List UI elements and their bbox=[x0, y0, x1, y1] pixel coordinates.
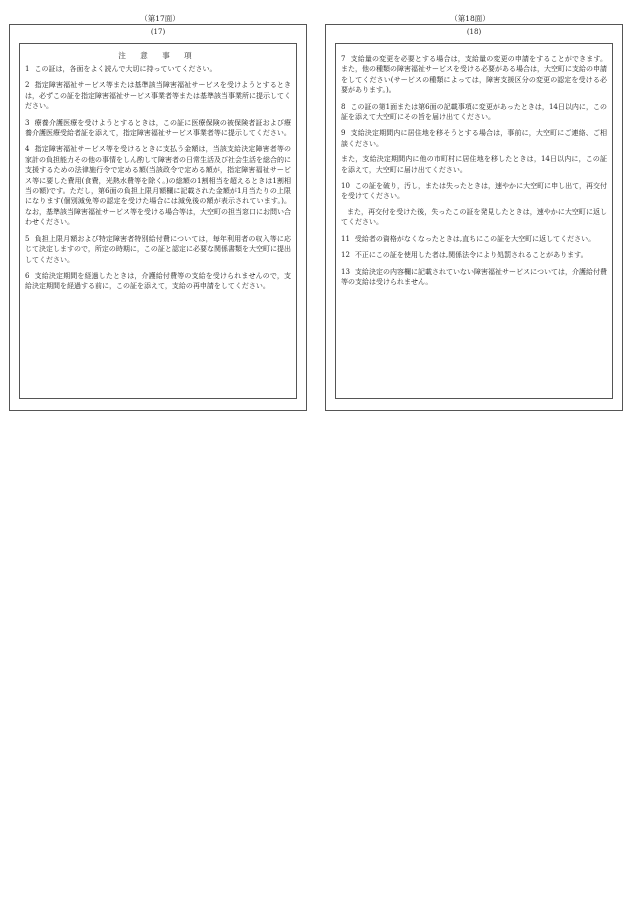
sheet-label-18: （第18面） bbox=[450, 14, 490, 23]
card-face-18 bbox=[325, 24, 623, 411]
note-item-10: 10 この証を破り，汚し，または失ったときは，速やかに大空町に申し出て，再交付を受けてください。 bbox=[341, 182, 607, 201]
note-item-10-continued: また，再交付を受けた後，失ったこの証を発見したときは，速やかに大空町に返してください。 bbox=[341, 207, 607, 227]
card-number-18: (18) bbox=[466, 28, 482, 36]
note-item-12: 12 不正にこの証を使用した者は,関係法令により処罰されることがあります。 bbox=[341, 251, 588, 260]
note-item-1: 1 この証は，各面をよく読んで大切に持っていてください。 bbox=[25, 65, 217, 73]
notes-list-17 bbox=[20, 64, 296, 292]
card-face-17 bbox=[9, 24, 307, 411]
notes-frame-17 bbox=[19, 43, 297, 399]
card-number-17: (17) bbox=[150, 28, 166, 36]
note-item-4: 4 指定障害福祉サービス等を受けるときに支払う金額は，当該支給決定障害者等の家計の負担能力その他の事情をしん酌して障害者の日常生活及び社会生活を総合的に支援するための法律施行令で定める額(当該政令で定める額が，指定障害福祉サービス等に要した費用(食費，光熱水費等を除く。)の総額の1割相当を超えるときは1割相当の額)です。ただし，第6面の負担上限月額欄に記載された金額が1月当たりの上限になります(個別減免等の認定を受けた場合には減免後の額が表示されています。)。なお，基準該当障害福祉サービス等を受ける場合等は，大空町の担当窓口にお問い合わせください。 bbox=[25, 145, 291, 227]
note-item-9-continued: また，支給決定期間内に他の市町村に居住地を移したときは，14日以内に，この証を添えて，大空町に届け出てください。 bbox=[341, 155, 607, 174]
note-item-9: 9 支給決定期間内に居住地を移そうとする場合は，事前に，大空町にご連絡、ご相談ください。 bbox=[341, 129, 607, 148]
notes-frame-18 bbox=[335, 43, 613, 399]
note-item-2: 2 指定障害福祉サービス等または基準該当障害福祉サービスを受けようとするときは，必ずこの証を指定障害福祉サービス事業者等または基準該当事業所に提示してください。 bbox=[25, 81, 291, 111]
note-item-11: 11 受給者の資格がなくなったときは,直ちにこの証を大空町に返してください。 bbox=[341, 234, 596, 243]
note-item-7: 7 支給量の変更を必要とする場合は，支給量の変更の申請をすることができます。また，他の種類の障害福祉サービスを受ける必要がある場合は，大空町に支給の申請をしてください(サービスの種類によっては，障害支援区分の変更の認定を受ける必要があります。)。 bbox=[341, 55, 607, 95]
notes-heading: 注 意 事 項 bbox=[118, 51, 198, 60]
notes-list-18 bbox=[336, 44, 612, 287]
sheet-label-17: （第17面） bbox=[140, 14, 180, 23]
note-item-5: 5 負担上限月額および特定障害者特別給付費については，毎年利用者の収入等に応じて決定しますので，所定の時期に，この証と認定に必要な関係書類を大空町に提出してください。 bbox=[25, 234, 291, 264]
note-item-6: 6 支給決定期間を経過したときは，介護給付費等の支給を受けられませんので，支給決定期間を経過する前に，この証を添えて，支給の再申請をしてください。 bbox=[25, 271, 291, 291]
note-item-3: 3 療養介護医療を受けようとするときは，この証に医療保険の被保険者証および療養介護医療受給者証を添えて，指定障害福祉サービス事業者等に提示してください。 bbox=[25, 118, 291, 138]
note-item-13: 13 支給決定の内容欄に記載されていない障害福祉サービスについては，介護給付費等の支給は受けられません。 bbox=[341, 267, 607, 286]
note-item-8: 8 この証の第1面または第6面の記載事項に変更があったときは，14日以内に，この証を添えて大空町にその旨を届け出てください。 bbox=[341, 102, 607, 122]
